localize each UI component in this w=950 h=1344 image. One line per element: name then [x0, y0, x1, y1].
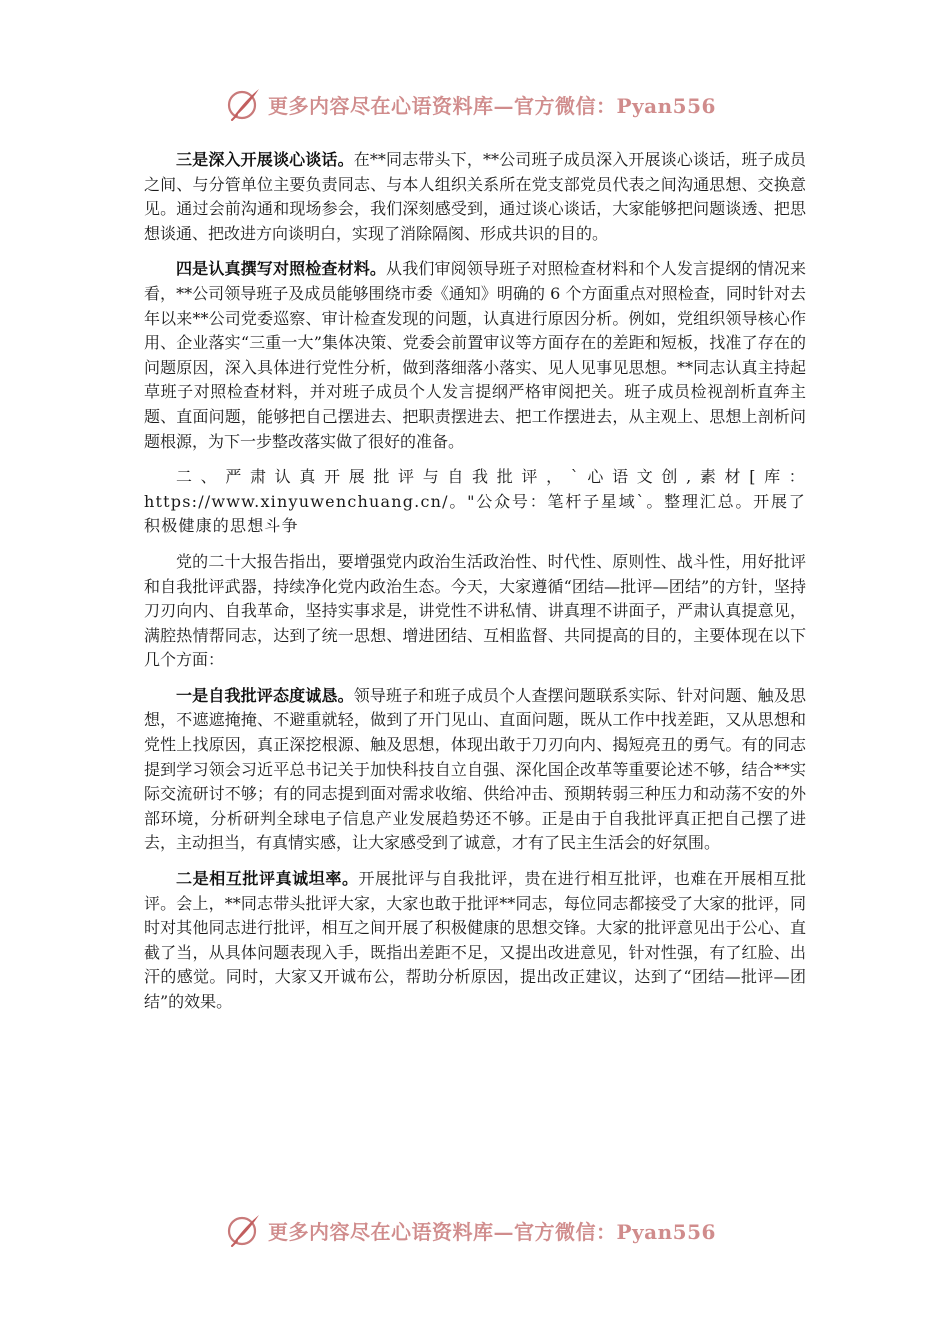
paragraph-text: 领导班子和班子成员个人查摆问题联系实际、针对问题、触及思想，不遮遮掩掩、不避重就轻，做到了开门见山、直面问题，既从工作中找差距，又从思想和党性上找原因，真正深挖根源、触及思想，体现出敢于刀刃向内、揭短亮丑的勇气。有的同志提到学习领会习近平总书记关于加快科技自立自强、深化国企改革等重要论述不够，结合**实际交流研讨不够；有的同志提到面对需求收缩、供给冲击、预期转弱三种压力和动荡不安的外部环境，分析研判全球电子信息产业发展趋势还不够。正是由于自我批评真正把自己摆了进去，主动担当，有真情实感，让大家感受到了诚意，才有了民主生活会的好氛围。 [144, 685, 806, 853]
paragraph-lead: 一是自我批评态度诚恳。 [176, 685, 354, 705]
paragraph [144, 550, 806, 673]
paragraph-lead: 三是深入开展谈心谈话。 [176, 150, 354, 169]
quill-logo-icon [226, 86, 262, 122]
banner-text: 更多内容尽在心语资料库—官方微信：Pyan556 [268, 93, 716, 118]
paragraph [144, 684, 806, 856]
paragraph-text: 在**同志带头下，**公司班子成员深入开展谈心谈话，班子成员之间、与分管单位主要负责同志、与本人组织关系所在党支部党员代表之间沟通思想、交换意见。通过会前沟通和现场参会，我们深刻感受到，通过谈心谈话，大家能够把问题谈透、把思想谈通、把改进方向谈明白，实现了消除隔阂、形成共识的目的。 [144, 150, 806, 243]
paragraph-text: 开展批评与自我批评，贵在进行相互批评，也难在开展相互批评。会上，**同志带头批评大家，大家也敢于批评**同志，每位同志都接受了大家的批评，同时对其他同志进行批评，相互之间开展了积极健康的思想交锋。大家的批评意见出于公心、直截了当，从具体问题表现入手，既指出差距不足，又提出改进意见，针对性强，有了红脸、出汗的感觉。同时，大家又开诚布公，帮助分析原因，提出改正建议，达到了“团结—批评—团结”的效果。 [144, 869, 806, 1011]
paragraph-text: 从我们审阅领导班子对照检查材料和个人发言提纲的情况来看，**公司领导班子及成员能够围绕市委《通知》明确的 6 个方面重点对照检查，同时针对去年以来**公司党委巡察、审计检查发现的问题，认真进行原因分析。例如，党组织领导核心作用、企业落实“三重一大”集体决策、党委会前置审议等方面存在的差距和短板，找准了存在的问题原因，深入具体进行党性分析，做到落细落小落实、见人见事见思想。**同志认真主持起草班子对照检查材料，并对班子成员个人发言提纲严格审阅把关。班子成员检视剖析直奔主题、直面问题，能够把自己摆进去、把职责摆进去、把工作摆进去，从主观上、思想上剖析问题根源，为下一步整改落实做了很好的准备。 [144, 259, 806, 451]
paragraph [144, 148, 806, 246]
quill-logo-icon [226, 1212, 262, 1248]
paragraph-lead: 二是相互批评真诚坦率。 [176, 869, 359, 889]
paragraph [144, 257, 806, 454]
section-heading [144, 465, 806, 539]
paragraph-text: 党的二十大报告指出，要增强党内政治生活政治性、时代性、原则性、战斗性，用好批评和自我批评武器，持续净化党内政治生态。今天，大家遵循“团结—批评—团结”的方针，坚持刀刃向内、自我革命，坚持实事求是，讲党性不讲私情、讲真理不讲面子，严肃认真提意见，满腔热情帮同志，达到了统一思想、增进团结、互相监督、共同提高的目的，主要体现在以下几个方面： [144, 551, 806, 670]
footer-watermark-banner [226, 1210, 716, 1250]
section-heading-text: 二、严肃认真开展批评与自我批评，`心语文创,素材[库：https://www.xinyuwenchuang.cn/。"公众号：笔杆子星域`。整理汇总。开展了积极健康的思想斗争 [144, 467, 806, 536]
paragraph [144, 867, 806, 1015]
paragraph-lead: 四是认真撰写对照检查材料。 [176, 259, 387, 279]
document-body [144, 148, 806, 1026]
header-watermark-banner [226, 84, 716, 124]
banner-text: 更多内容尽在心语资料库—官方微信：Pyan556 [268, 1219, 716, 1244]
